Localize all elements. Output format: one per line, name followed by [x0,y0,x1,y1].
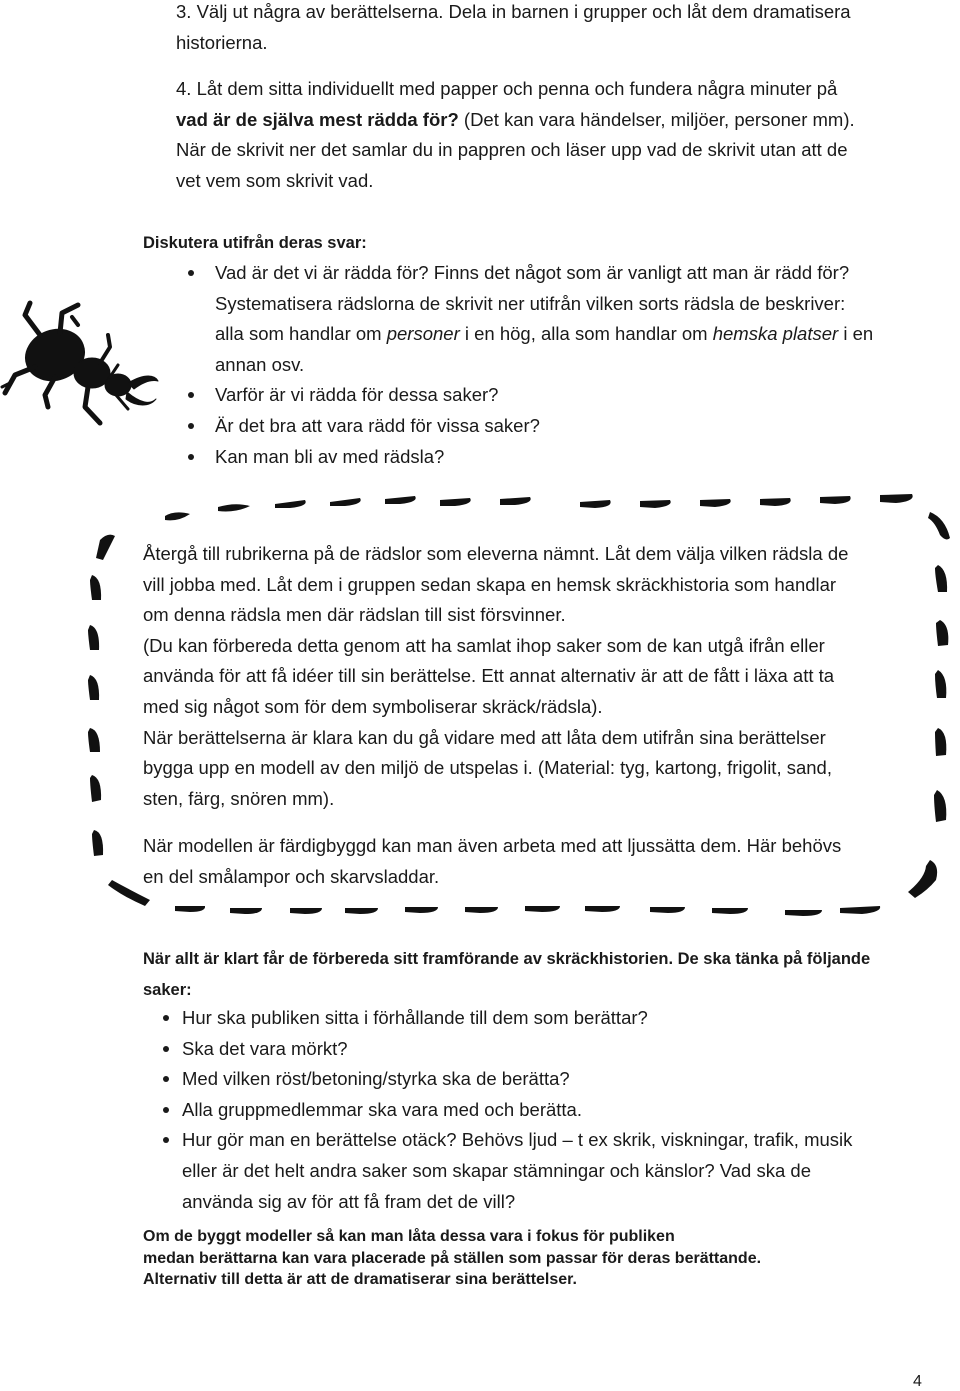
box-line-10: När modellen är färdigbyggd kan man även arbeta med att ljussätta dem. Här behövs [143,835,842,857]
emphasis-personer: personer [386,323,460,345]
closing-line-1: Om de byggt modeller så kan man låta dessa vara i fokus för publiken [143,1228,675,1245]
page-number: 4 [913,1373,922,1390]
framed-instructions [143,539,848,893]
prep-heading-line-2: saker: [143,980,192,999]
discuss-item-1-line-2: Systematisera rädslorna de skrivit ner utifrån vilken sorts rädsla de beskriver: [215,292,846,314]
closing-paragraph [143,1226,761,1291]
prep-heading-line-1: När allt är klart får de förbereda sitt framförande av skräckhistorien. De ska tänka på följande [143,950,871,968]
prep-item-4: Alla gruppmedlemmar ska vara med och berätta. [182,1095,942,1126]
step-4-examples: (Det kan vara händelser, miljöer, personer mm). [458,108,855,130]
closing-line-3: Alternativ till detta är att de dramatiserar sina berättelser. [143,1271,577,1288]
closing-line-2: medan berättarna kan vara placerade på ställen som passar för deras berättande. [143,1249,762,1267]
discuss-item-3: Är det bra att vara rädd för vissa saker? [215,411,945,442]
prep-item-5-line-3: använda sig av för att få fram det de vill? [182,1190,516,1212]
step-3-line-2: historierna. [176,31,268,53]
step-4-question: vad är de själva mest rädda för? [176,108,459,130]
step-3-line-1: 3. Välj ut några av berättelserna. Dela in barnen i grupper och låt dem dramatisera [176,1,851,22]
discuss-item-1-line-3 [215,319,945,350]
box-line-3: om denna rädsla men där rädslan till sist försvinner. [143,604,566,626]
discuss-item-1-line-4: annan osv. [215,353,305,375]
emphasis-hemska-platser: hemska platser [712,323,839,345]
step-4-line-1: 4. Låt dem sitta individuellt med papper och penna och fundera några minuter på [176,78,838,99]
box-spacer [143,814,848,831]
box-line-7: När berättelserna är klara kan du gå vidare med att låta dem utifrån sina berättelser [143,726,826,748]
prep-item-5 [182,1125,942,1217]
prep-item-1: Hur ska publiken sitta i förhållande till dem som berättar? [182,1003,942,1034]
step-4-line-2 [176,105,855,136]
box-line-5: använda för att få idéer till sin berättelse. Ett annat alternativ är att de fått i läxa att ta [143,665,835,687]
discuss-item-1-line-1: Vad är det vi är rädda för? Finns det något som är vanligt att man är rädd för? [215,262,850,283]
step-4-line-4: vet vem som skrivit vad. [176,169,374,191]
prep-heading [143,944,870,1005]
discuss-item-1 [215,258,945,380]
box-line-4: (Du kan förbereda detta genom att ha samlat ihop saker som de kan utgå ifrån eller [143,634,825,656]
prep-item-5-line-2: eller är det helt andra saker som skapar stämningar och känslor? Vad ska de [182,1159,811,1181]
box-line-6: med sig något som för dem symboliserar skräck/rädsla). [143,695,603,717]
text-fragment: i en [838,323,874,345]
step-4 [176,74,855,196]
box-line-2: vill jobba med. Låt dem i gruppen sedan skapa en hemsk skräckhistoria som handlar [143,573,837,595]
beetle-icon [0,295,175,440]
prep-item-5-line-1: Hur gör man en berättelse otäck? Behövs ljud – t ex skrik, viskningar, trafik, musik [182,1129,853,1151]
text-fragment: alla som handlar om [215,323,387,345]
box-line-9: sten, färg, snören mm). [143,787,335,809]
text-fragment: i en hög, alla som handlar om [459,323,713,345]
discuss-item-2: Varför är vi rädda för dessa saker? [215,380,945,411]
box-line-11: en del smålampor och skarvsladdar. [143,865,440,887]
step-4-line-3: När de skrivit ner det samlar du in pappren och läser upp vad de skrivit utan att de [176,139,848,161]
prep-item-2: Ska det vara mörkt? [182,1034,942,1065]
box-line-8: bygga upp en modell av den miljö de utspelas i. (Material: tyg, kartong, frigolit, sand, [143,757,832,779]
prep-list [182,1003,942,1217]
box-line-1: Återgå till rubrikerna på de rädslor som eleverna nämnt. Låt dem välja vilken rädsla de [143,543,849,564]
prep-item-3: Med vilken röst/betoning/styrka ska de berätta? [182,1064,942,1095]
discuss-list [215,258,945,472]
step-3 [176,0,851,58]
discuss-heading: Diskutera utifrån deras svar: [143,234,367,252]
discuss-item-4: Kan man bli av med rädsla? [215,442,945,473]
